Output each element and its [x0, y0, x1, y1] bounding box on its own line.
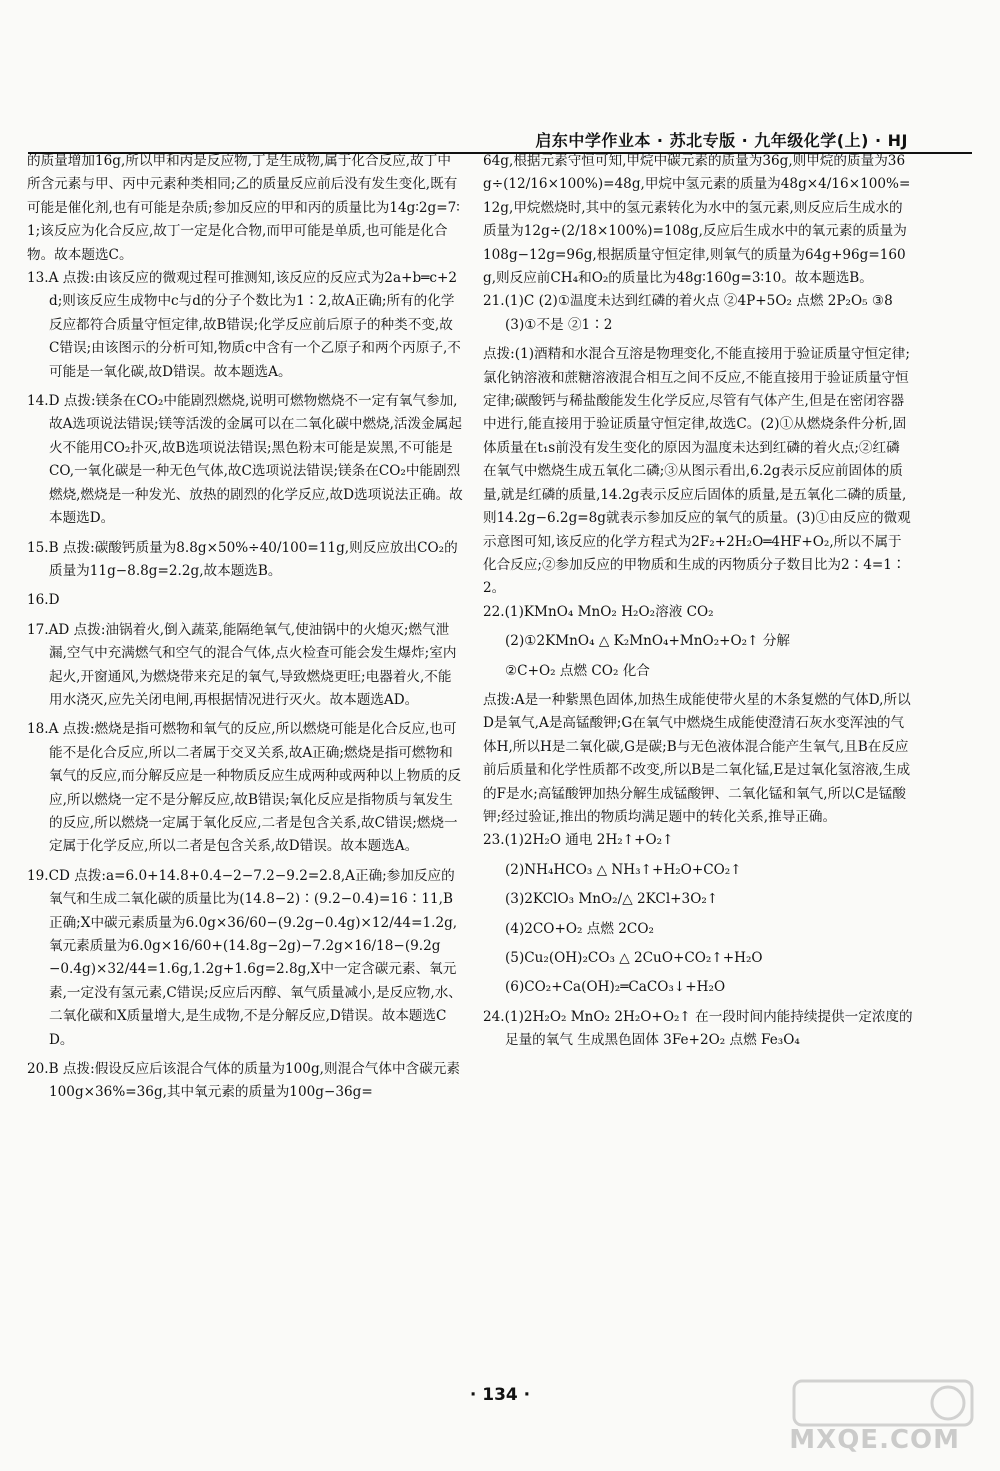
answer-subitem: (2)NH₄HCO₃ △ NH₃↑+H₂O+CO₂↑ — [505, 861, 742, 878]
left-column — [27, 150, 463, 1111]
right-column — [483, 150, 913, 1059]
watermark-text: MXQE.COM — [789, 1425, 960, 1455]
answer-subitem: ②C+O₂ 点燃 CO₂ 化合 — [505, 662, 650, 679]
answer-item: 14.D 点拨:镁条在CO₂中能剧烈燃烧,说明可燃物燃烧不一定有氧气参加,故A选项说法错误;镁等活泼的金属可以在二氧化碳中燃烧,活泼金属起火不能用CO₂扑灭,故B选项说法错误;黑色粉末可能是炭黑,不可能是CO,一氧化碳是一种无色气体,故C选项说法错误;镁条在CO₂中能剧烈燃烧,燃烧是一种发光、放热的剧烈的化学反应,故D选项说法正确。故本题选D。 — [27, 393, 463, 527]
answer-item: 23.(1)2H₂O 通电 2H₂↑+O₂↑ — [483, 832, 674, 849]
answer-item: 13.A 点拨:由该反应的微观过程可推测知,该反应的反应式为2a+b═c+2d;则该反应生成物中c与d的分子个数比为1∶2,故A正确;所有的化学反应都符合质量守恒定律,故B错误;化学反应前后原子的种类不变,故C错误;由该图示的分析可知,物质c中含有一个乙原子和两个丙原子,不可能是一氧化碳,故D错误。故本题选A。 — [27, 270, 461, 380]
answer-subitem: (6)CO₂+Ca(OH)₂═CaCO₃↓+H₂O — [505, 979, 726, 996]
answer-item: 21.(1)C (2)①温度未达到红磷的着火点 ②4P+5O₂ 点燃 2P₂O₅ ③8 (3)①不是 ②1∶2 — [483, 293, 893, 333]
answer-subitem: (3)2KClO₃ MnO₂/△ 2KCl+3O₂↑ — [505, 891, 719, 908]
explanation-paragraph: 点拨:(1)酒精和水混合互溶是物理变化,不能直接用于验证质量守恒定律;氯化钠溶液和蔗糖溶液混合相互之间不反应,不能直接用于验证质量守恒定律;碳酸钙与稀盐酸能发生化学反应,尽管有气体产生,但是在密闭容器中进行,能直接用于验证质量守恒定律,故选C。(2)①从燃烧条件分析,固体质量在t₁s前没有发生变化的原因为温度未达到红磷的着火点;②红磷在氧气中燃烧生成五氧化二磷;③从图示看出,6.2g表示反应前固体的质量,就是红磷的质量,14.2g表示反应后固体的质量,是五氧化二磷的质量,则14.2g−6.2g=8g就表示参加反应的氧气的质量。(3)①由反应的微观示意图可知,该反应的化学方程式为2F₂+2H₂O═4HF+O₂,所以不属于化合反应;②参加反应的甲物质和生成的丙物质分子数目比为2∶4=1∶2。 — [483, 346, 911, 597]
explanation-paragraph: 的质量增加16g,所以甲和丙是反应物,丁是生成物,属于化合反应,故丁中所含元素与甲、丙中元素种类相同;乙的质量反应前后没有发生变化,既有可能是催化剂,也有可能是杂质;参加反应的甲和丙的质量比为14g∶2g=7∶1;该反应为化合反应,故丁一定是化合物,而甲可能是单质,也可能是化合物。故本题选C。 — [27, 153, 460, 263]
page-number: · 134 · — [469, 1385, 531, 1405]
explanation-paragraph: 64g,根据元素守恒可知,甲烷中碳元素的质量为36g,则甲烷的质量为36g÷(12/16×100%)=48g,甲烷中氢元素的质量为48g×4/16×100%=12g,甲烷燃烧时,其中的氢元素转化为水中的氢元素,则反应后生成水的质量为12g÷(2/18×100%)=108g,反应后生成水中的氧元素的质量为108g−12g=96g,根据质量守恒定律,则氧气的质量为64g+96g=160g,则反应前CH₄和O₂的质量比为48g∶160g=3∶10。故本题选B。 — [483, 153, 911, 287]
header-title: 启东中学作业本 · 苏北专版 · 九年级化学(上) · HJ — [535, 131, 908, 150]
answer-subitem: (5)Cu₂(OH)₂CO₃ △ 2CuO+CO₂↑+H₂O — [505, 950, 763, 966]
explanation-paragraph: 点拨:A是一种紫黑色固体,加热生成能使带火星的木条复燃的气体D,所以D是氧气,A是高锰酸钾;G在氧气中燃烧生成能使澄清石灰水变浑浊的气体H,所以H是二氧化碳,G是碳;B与无色液体混合能产生氧气,且B在反应前后质量和化学性质都不改变,所以B是二氧化锰,E是过氧化氢溶液,生成的F是水;高锰酸钾加热分解生成锰酸钾、二氧化锰和氧气,所以C是锰酸钾;经过验证,推出的物质均满足题中的转化关系,推导正确。 — [483, 691, 911, 825]
answer-subitem: (4)2CO+O₂ 点燃 2CO₂ — [505, 920, 654, 937]
answer-item: 17.AD 点拨:油锅着火,倒入蔬菜,能隔绝氧气,使油锅中的火熄灭;燃气泄漏,空气中充满燃气和空气的混合气体,点火检查可能会发生爆炸;室内起火,开窗通风,为燃烧带来充足的氧气,导致燃烧更旺;电器着火,不能用水浇灭,应先关闭电闸,再根据情况进行灭火。故本题选AD。 — [27, 621, 457, 708]
answer-item: 18.A 点拨:燃烧是指可燃物和氧气的反应,所以燃烧可能是化合反应,也可能不是化合反应,所以二者属于交叉关系,故A正确;燃烧是指可燃物和氧气的反应,而分解反应是一种物质反应生成两种或两种以上物质的反应,所以燃烧一定不是分解反应,故B错误;氧化反应是指物质与氧发生的反应,所以燃烧一定属于氧化反应,二者是包含关系,故C错误;燃烧一定属于化学反应,所以二者是包含关系,故D错误。故本题选A。 — [27, 721, 462, 855]
answer-subitem: (2)①2KMnO₄ △ K₂MnO₄+MnO₂+O₂↑ 分解 — [505, 633, 791, 650]
watermark-logo — [788, 1377, 978, 1463]
answer-item: 15.B 点拨:碳酸钙质量为8.8g×50%÷40/100=11g,则反应放出CO₂的质量为11g−8.8g=2.2g,故本题选B。 — [27, 539, 458, 579]
answer-item: 24.(1)2H₂O₂ MnO₂ 2H₂O+O₂↑ 在一段时间内能持续提供一定浓度的足量的氧气 生成黑色固体 3Fe+2O₂ 点燃 Fe₃O₄ — [483, 1008, 913, 1049]
answer-item: 16.D — [27, 592, 60, 609]
answer-item: 22.(1)KMnO₄ MnO₂ H₂O₂溶液 CO₂ — [483, 603, 714, 620]
answer-item: 19.CD 点拨:a=6.0+14.8+0.4−2−7.2−9.2=2.8,A正确;参加反应的氧气和生成二氧化碳的质量比为(14.8−2)∶(9.2−0.4)=16∶11,B正确;X中碳元素质量为6.0g×36/60−(9.2g−0.4g)×12/44=1.2g,氧元素质量为6.0g×16/60+(14.8g−2g)−7.2g×16/18−(9.2g−0.4g)×32/44=1.6g,1.2g+1.6g=2.8g,X中一定含碳元素、氧元素,一定没有氢元素,C错误;反应后丙醇、氧气质量减小,是反应物,水、二氧化碳和X质量增大,是生成物,不是分解反应,D错误。故本题选CD。 — [27, 867, 462, 1048]
answer-item: 20.B 点拨:假设反应后该混合气体的质量为100g,则混合气体中含碳元素100g×36%=36g,其中氧元素的质量为100g−36g= — [27, 1061, 460, 1101]
